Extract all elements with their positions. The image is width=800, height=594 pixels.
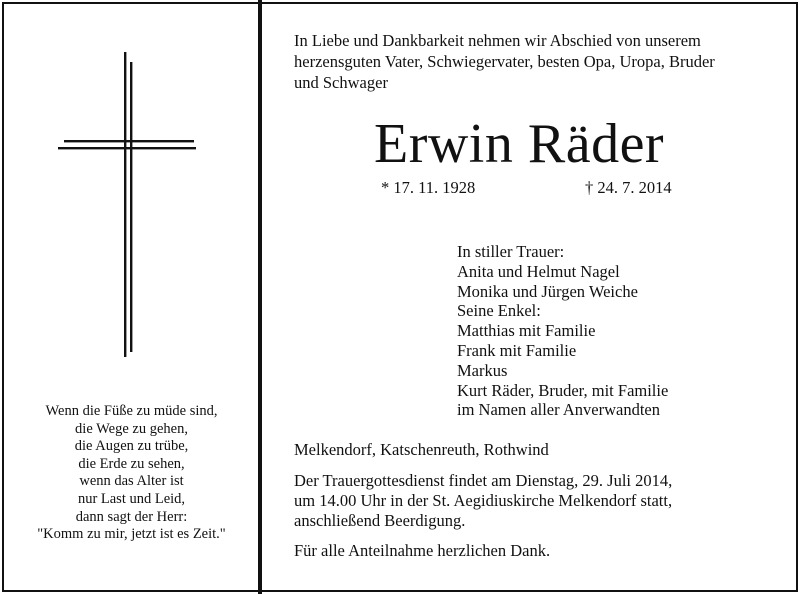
death-date: † 24. 7. 2014 (585, 178, 672, 197)
poem-line: die Erde zu sehen, (78, 455, 185, 472)
poem-line: Wenn die Füße zu müde sind, (45, 403, 218, 419)
mourner-line: Frank mit Familie (457, 340, 577, 360)
poem-line: die Augen zu trübe, (74, 438, 189, 455)
service-info (294, 471, 672, 531)
places-line: Melkendorf, Katschenreuth, Rothwind (294, 440, 549, 459)
panel-divider (258, 0, 262, 594)
poem-line: dann sagt der Herr: (75, 508, 188, 525)
poem (14, 403, 249, 544)
mourners-list (457, 242, 668, 420)
service-line: Der Trauergottesdienst findet am Dienstag, 29. Juli 2014, (294, 471, 673, 490)
poem-line: nur Last und Leid, (77, 490, 186, 507)
intro-line: herzensguten Vater, Schwiegervater, besten Opa, Uropa, Bruder (294, 52, 715, 71)
poem-line: die Wege zu gehen, (75, 420, 188, 437)
thanks-line: Für alle Anteilnahme herzlichen Dank. (294, 541, 551, 560)
deceased-name: Erwin Räder (374, 113, 665, 175)
service-line: anschließend Beerdigung. (294, 511, 466, 530)
poem-line: wenn das Alter ist (79, 473, 184, 490)
intro-text (294, 30, 774, 93)
intro-line: In Liebe und Dankbarkeit nehmen wir Abschied von unserem (294, 31, 701, 50)
mourner-line: Seine Enkel: (457, 301, 541, 321)
mourner-line: Monika und Jürgen Weiche (457, 281, 638, 301)
poem-line: "Komm zu mir, jetzt ist es Zeit." (37, 526, 226, 543)
birth-date: * 17. 11. 1928 (381, 178, 476, 197)
mourner-line: Anita und Helmut Nagel (457, 261, 620, 281)
mourner-line: Kurt Räder, Bruder, mit Familie (457, 380, 669, 400)
mourner-line: In stiller Trauer: (457, 242, 565, 261)
service-line: um 14.00 Uhr in der St. Aegidiuskirche Melkendorf statt, (294, 491, 673, 510)
mourner-line: im Namen aller Anverwandten (457, 400, 660, 420)
mourner-line: Matthias mit Familie (457, 321, 596, 341)
intro-line: und Schwager (294, 73, 388, 92)
mourner-line: Markus (457, 360, 508, 380)
cross-icon (58, 52, 200, 357)
